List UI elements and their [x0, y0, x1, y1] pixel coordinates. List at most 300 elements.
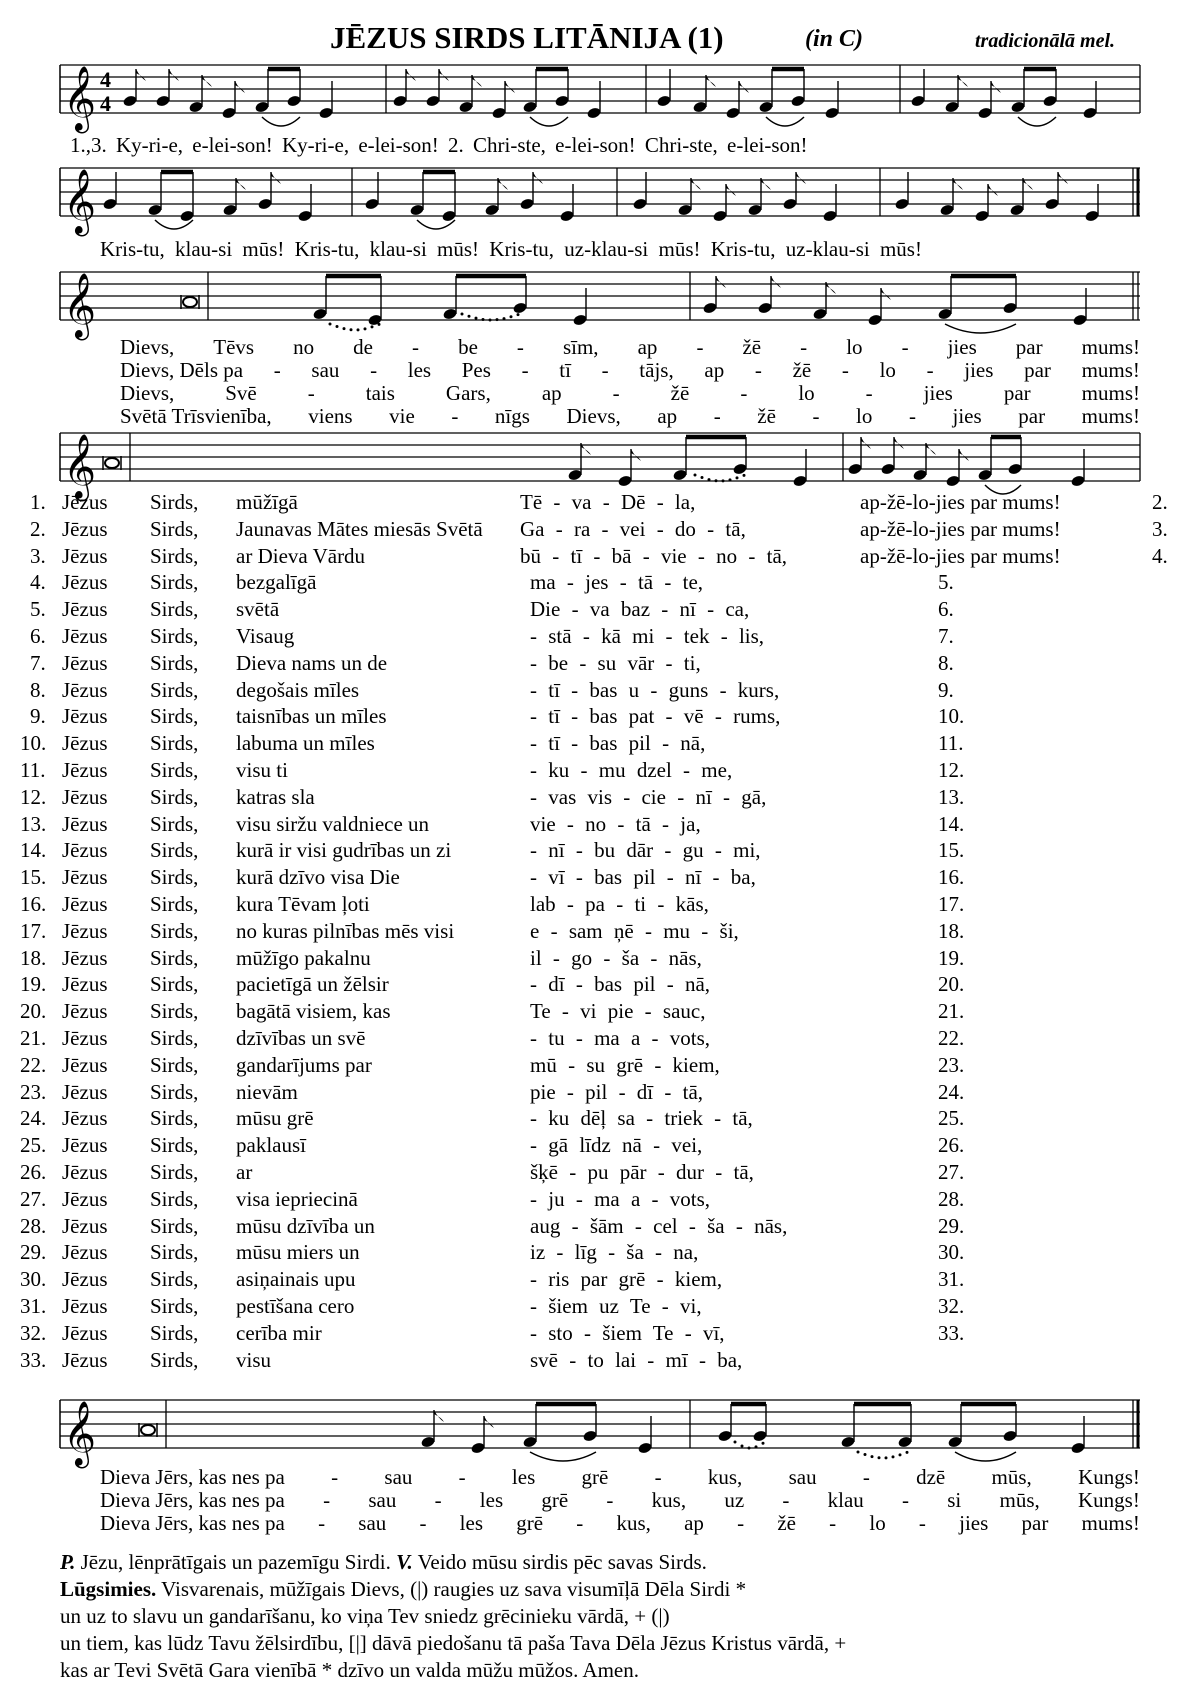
verse-syllable: - [576, 1511, 584, 1535]
row-invocation: gandarījums par [236, 1052, 372, 1077]
row-sirds: Sirds, [150, 543, 199, 568]
verse-syllable: grē [541, 1488, 569, 1512]
row-melisma: - vas vis - cie - nī - gā, [530, 784, 767, 809]
verse-syllable: mums! [1081, 1511, 1140, 1535]
verse-syllable: mūs, [999, 1488, 1040, 1512]
row-melisma: svē - to lai - mī - ba, [530, 1347, 743, 1372]
verse-syllable: - [800, 335, 808, 359]
row-invocation: kurā ir visi gudrības un zi [236, 838, 452, 863]
row-sirds: Sirds, [150, 865, 199, 890]
verse-syllable: - [307, 381, 315, 405]
row-invocation: pestīšana cero [236, 1294, 355, 1318]
row-invocation: ar Dieva Vārdu [236, 543, 366, 568]
row-next-number: 16. [938, 865, 965, 890]
row-next-number: 4. [1152, 543, 1168, 568]
verse-syllable: Svētā Trīsvienība, [120, 404, 272, 428]
row-number: 14. [20, 838, 47, 863]
verse-syllable: les [511, 1465, 536, 1489]
prayer-line-4: kas ar Tevi Svētā Gara vienībā * dzīvo un valda mūžu mūžos. Amen. [60, 1658, 639, 1682]
row-next-number: 32. [938, 1294, 965, 1318]
verse-syllable: - [521, 358, 529, 382]
row-melisma: - sto - šiem Te - vī, [530, 1320, 725, 1345]
row-invocation: labuma un mīles [236, 731, 375, 756]
row-next-number: 12. [938, 758, 965, 782]
verse-syllable: Kungs! [1078, 1488, 1140, 1512]
row-next-number: 9. [938, 677, 954, 702]
verse-syllable: - [862, 1465, 870, 1489]
verse-syllable: lo [869, 1511, 886, 1535]
svg-text:4: 4 [100, 91, 111, 116]
row-jezus: Jēzus [62, 865, 108, 890]
row-number: 31. [20, 1294, 47, 1318]
verse-line [100, 1511, 1140, 1536]
litany-row [0, 1080, 1200, 1106]
row-sirds: Sirds, [150, 1294, 199, 1318]
row-invocation: Dieva nams un de [236, 650, 388, 675]
verse-syllable: - [908, 404, 916, 428]
row-jezus: Jēzus [62, 1240, 108, 1265]
row-number: 19. [20, 972, 47, 997]
row-next-number: 14. [938, 811, 965, 836]
verse-syllable: - [612, 381, 620, 405]
row-next-number: 3. [1152, 516, 1168, 541]
litany-row [0, 1240, 1200, 1266]
row-next-number: 13. [938, 784, 965, 809]
row-jezus: Jēzus [62, 999, 108, 1024]
row-number: 29. [20, 1240, 47, 1265]
treble-clef-icon: 𝄞 [63, 1401, 97, 1466]
row-number: 15. [20, 865, 47, 890]
verse-syllable: par [1018, 404, 1046, 428]
row-number: 20. [20, 999, 47, 1024]
final-verses [0, 1465, 1200, 1545]
verse-syllable: - [434, 1488, 442, 1512]
row-sirds: Sirds, [150, 516, 199, 541]
litany-row [0, 1321, 1200, 1347]
staff-1-lyrics: 1.,3. Ky-ri-e, e-lei-son! Ky-ri-e, e-lei-son! 2. Chri-ste, e-lei-son! Chri-ste, e-lei-son! [70, 133, 808, 157]
verse-syllable: jies [952, 404, 982, 428]
row-invocation: kurā dzīvo visa Die [236, 865, 400, 890]
row-sirds: Sirds, [150, 624, 199, 648]
row-number: 12. [20, 784, 47, 809]
row-jezus: Jēzus [62, 811, 108, 836]
verse-syllable: de [353, 335, 373, 359]
row-number: 24. [20, 1106, 47, 1131]
row-invocation: taisnības un mīles [236, 704, 387, 729]
row-melisma: - šiem uz Te - vi, [530, 1294, 702, 1318]
verse-line [120, 381, 1140, 406]
verse-syllable: - [331, 1465, 339, 1489]
row-melisma: vie - no - tā - ja, [530, 811, 701, 836]
litany-row [0, 892, 1200, 918]
verse-syllable: žē [777, 1511, 796, 1535]
verse-syllable: Pes [461, 358, 491, 382]
verse-syllable: - [654, 1465, 662, 1489]
row-jezus: Jēzus [62, 597, 108, 622]
verse-syllable: - [713, 404, 721, 428]
row-next-number: 23. [938, 1052, 965, 1077]
row-melisma: pie - pil - dī - tā, [530, 1079, 704, 1104]
row-next-number: 18. [938, 918, 965, 943]
litany-row [0, 972, 1200, 998]
verse-syllable: - [841, 358, 849, 382]
prayer-text-1: Visvarenais, mūžīgais Dievs, (|) raugies uz sava visumīļā Dēla Sirdi * [161, 1577, 747, 1601]
row-sirds: Sirds, [150, 1052, 199, 1077]
footer-pv-line [60, 1550, 707, 1575]
verse-syllable: viens [308, 404, 353, 428]
verse-syllable: les [479, 1488, 504, 1512]
litany-row [0, 785, 1200, 811]
row-number: 33. [20, 1347, 47, 1372]
verse-syllable: les [407, 358, 432, 382]
treble-clef-icon: 𝄞 [63, 169, 97, 234]
row-number: 17. [20, 918, 47, 943]
verse-syllable: nīgs [494, 404, 530, 428]
row-melisma: Te - vi pie - sauc, [530, 999, 706, 1024]
litany-row [0, 1160, 1200, 1186]
row-melisma: - dī - bas pil - nā, [530, 972, 711, 997]
row-sirds: Sirds, [150, 918, 199, 943]
row-melisma: - tī - bas u - guns - kurs, [530, 677, 780, 702]
row-invocation: no kuras pilnības mēs visi [236, 918, 455, 943]
verse-syllable: tī [559, 358, 571, 382]
row-next-number: 2. [1152, 490, 1168, 514]
row-melisma: Ga - ra - vei - do - tā, [520, 516, 746, 541]
row-number: 8. [30, 677, 46, 702]
row-number: 13. [20, 811, 47, 836]
row-next-number: 27. [938, 1160, 965, 1184]
litany-row [0, 570, 1200, 596]
litany-row [0, 1106, 1200, 1132]
verse-syllable: - [273, 358, 281, 382]
verse-syllable: sau [384, 1465, 413, 1489]
litany-row [0, 946, 1200, 972]
p-text: Jēzu, lēnprātīgais un pazemīgu Sirdi. [80, 1550, 391, 1574]
row-sirds: Sirds, [150, 972, 199, 997]
row-jezus: Jēzus [62, 1026, 108, 1050]
row-number: 5. [30, 597, 46, 622]
row-melisma: - tī - bas pil - nā, [530, 731, 706, 756]
treble-clef-icon: 𝄞 [63, 66, 97, 131]
verse-syllable: Dieva Jērs, kas nes pa [100, 1465, 285, 1489]
row-sirds: Sirds, [150, 945, 199, 970]
verse-syllable: Dieva Jērs, kas nes pa [100, 1488, 285, 1512]
row-number: 26. [20, 1160, 47, 1184]
verse-syllable: - [419, 1511, 427, 1535]
row-sirds: Sirds, [150, 490, 199, 514]
verse-syllable: - [901, 335, 909, 359]
verse-syllable: kus, [616, 1511, 651, 1535]
verse-line [120, 335, 1140, 360]
verse-syllable: dzē [916, 1465, 946, 1489]
row-response: ap-žē-lo-jies par mums! [860, 490, 1061, 514]
prayer-line-1 [60, 1577, 746, 1602]
row-jezus: Jēzus [62, 784, 108, 809]
row-melisma: - nī - bu dār - gu - mi, [530, 838, 761, 863]
row-sirds: Sirds, [150, 892, 199, 916]
row-sirds: Sirds, [150, 1026, 199, 1050]
verse-syllable: jies [923, 381, 953, 405]
verse-syllable: jies [964, 358, 994, 382]
row-melisma: - ju - ma a - vots, [530, 1186, 711, 1211]
litany-row [0, 1133, 1200, 1159]
row-invocation: asiņainais upu [236, 1267, 356, 1292]
litany-row [0, 490, 1200, 516]
litany-row [0, 624, 1200, 650]
row-sirds: Sirds, [150, 1079, 199, 1104]
row-melisma: - tu - ma a - vots, [530, 1026, 711, 1050]
row-jezus: Jēzus [62, 972, 108, 997]
row-invocation: mūsu dzīvība un [236, 1213, 375, 1238]
row-invocation: mūžīgā [236, 490, 298, 514]
verse-syllable: ap [704, 358, 725, 382]
row-invocation: bezgalīgā [236, 570, 317, 595]
verse-syllable: si [947, 1488, 962, 1512]
litany-row [0, 731, 1200, 757]
litany-row [0, 812, 1200, 838]
row-next-number: 29. [938, 1213, 965, 1238]
verse-syllable: tais [365, 381, 395, 405]
row-invocation: visu [236, 1347, 272, 1372]
row-melisma: iz - līg - ša - na, [530, 1240, 699, 1265]
row-sirds: Sirds, [150, 1240, 199, 1265]
row-invocation: cerība mir [236, 1320, 322, 1345]
row-invocation: Jaunavas Mātes miesās Svētā [236, 516, 483, 541]
row-number: 21. [20, 1026, 47, 1050]
verse-syllable: ap [637, 335, 658, 359]
staff-2 [0, 158, 1200, 243]
verse-line [100, 1465, 1140, 1490]
verse-syllable: žē [757, 404, 776, 428]
row-invocation: nievām [236, 1079, 298, 1104]
verse-syllable: par [1015, 335, 1043, 359]
litany-row [0, 651, 1200, 677]
verse-syllable: vie [389, 404, 415, 428]
verse-syllable: - [601, 358, 609, 382]
row-invocation: kura Tēvam ļoti [236, 892, 370, 916]
row-next-number: 24. [938, 1079, 965, 1104]
verse-syllable: Dievs, Dēls pa [120, 358, 244, 382]
row-sirds: Sirds, [150, 1213, 199, 1238]
litany-row [0, 704, 1200, 730]
row-invocation: katras sla [236, 784, 315, 809]
row-sirds: Sirds, [150, 650, 199, 675]
verse-syllable: Dievs, [120, 335, 175, 359]
litany-row [0, 544, 1200, 570]
row-jezus: Jēzus [62, 758, 108, 782]
verse-syllable: par [1024, 358, 1051, 382]
row-invocation: ar [236, 1160, 253, 1184]
row-next-number: 8. [938, 650, 954, 675]
verse-syllable: mums! [1081, 335, 1140, 359]
verse-syllable: - [754, 358, 762, 382]
verse-syllable: sau [368, 1488, 397, 1512]
row-sirds: Sirds, [150, 838, 199, 863]
row-jezus: Jēzus [62, 1186, 108, 1211]
staff-2-lyrics: Kris-tu, klau-si mūs! Kris-tu, klau-si mūs! Kris-tu, uz-klau-si mūs! Kris-tu, uz-klau-si mūs! [100, 237, 922, 261]
verse-syllable: - [323, 1488, 331, 1512]
litany-row [0, 838, 1200, 864]
verse-syllable: - [458, 1465, 466, 1489]
row-number: 6. [30, 624, 46, 648]
row-jezus: Jēzus [62, 1213, 108, 1238]
row-jezus: Jēzus [62, 516, 108, 541]
row-number: 4. [30, 570, 46, 595]
verse-syllable: be [458, 335, 478, 359]
verse-syllable: Svē [225, 381, 257, 405]
row-sirds: Sirds, [150, 999, 199, 1024]
litany-row [0, 865, 1200, 891]
verse-syllable: - [516, 335, 524, 359]
row-jezus: Jēzus [62, 1160, 108, 1184]
verse-syllable: grē [516, 1511, 544, 1535]
verse-syllable: - [865, 381, 873, 405]
verse-syllable: sau [788, 1465, 817, 1489]
row-sirds: Sirds, [150, 704, 199, 729]
row-next-number: 31. [938, 1267, 965, 1292]
litany-row [0, 1267, 1200, 1293]
row-invocation: bagātā visiem, kas [236, 999, 391, 1024]
row-jezus: Jēzus [62, 918, 108, 943]
verse-syllable: - [926, 358, 934, 382]
verse-syllable: sau [358, 1511, 387, 1535]
p-label: P. [60, 1550, 76, 1574]
litany-row [0, 758, 1200, 784]
row-sirds: Sirds, [150, 1320, 199, 1345]
v-label: V. [396, 1550, 413, 1574]
row-melisma: - ku dēļ sa - triek - tā, [530, 1106, 753, 1131]
verse-syllable: tājs, [639, 358, 674, 382]
verse-syllable: Gars, [445, 381, 491, 405]
row-invocation: paklausī [236, 1133, 306, 1158]
verse-syllable: - [829, 1511, 837, 1535]
verse-syllable: žē [670, 381, 690, 405]
row-melisma: - be - su vār - ti, [530, 650, 701, 675]
row-melisma: - tī - bas pat - vē - rums, [530, 704, 781, 729]
row-number: 30. [20, 1267, 47, 1292]
row-number: 2. [30, 516, 46, 541]
verse-syllable: lo [879, 358, 896, 382]
row-next-number: 7. [938, 624, 954, 648]
row-jezus: Jēzus [62, 1106, 108, 1131]
row-sirds: Sirds, [150, 811, 199, 836]
key-label: (in C) [805, 26, 864, 52]
row-next-number: 25. [938, 1106, 965, 1131]
row-invocation: degošais mīles [236, 677, 360, 702]
row-jezus: Jēzus [62, 624, 108, 648]
row-next-number: 10. [938, 704, 965, 729]
verse-syllable: - [370, 358, 378, 382]
row-jezus: Jēzus [62, 677, 108, 702]
row-melisma: Tē - va - Dē - la, [520, 490, 696, 514]
verse-syllable: - [812, 404, 820, 428]
row-number: 10. [20, 731, 47, 756]
breve-note [181, 295, 199, 309]
row-number: 3. [30, 543, 46, 568]
row-invocation: mūsu miers un [236, 1240, 360, 1265]
row-number: 18. [20, 945, 47, 970]
verse-syllable: - [737, 1511, 745, 1535]
row-melisma: lab - pa - ti - kās, [530, 892, 709, 916]
row-number: 11. [20, 758, 46, 782]
row-sirds: Sirds, [150, 1186, 199, 1211]
verse-syllable: - [782, 1488, 790, 1512]
litany-row [0, 1348, 1200, 1374]
litany-row [0, 1294, 1200, 1320]
verse-syllable: kus, [651, 1488, 687, 1512]
verse-syllable: Dievs, [566, 404, 621, 428]
verse-syllable: lo [798, 381, 815, 405]
row-melisma: - ris par grē - kiem, [530, 1267, 723, 1292]
verse-syllable: Tēvs [213, 335, 255, 359]
verse-syllable: les [459, 1511, 483, 1535]
row-melisma: - vī - bas pil - nī - ba, [530, 865, 756, 890]
row-jezus: Jēzus [62, 1347, 108, 1372]
row-jezus: Jēzus [62, 1294, 108, 1318]
row-melisma: e - sam ņē - mu - ši, [530, 918, 739, 943]
litany-row [0, 1053, 1200, 1079]
verse-syllable: jies [947, 335, 977, 359]
staff-1 [0, 55, 1200, 140]
verse-syllable: ap [657, 404, 678, 428]
row-jezus: Jēzus [62, 892, 108, 916]
row-jezus: Jēzus [62, 490, 108, 514]
row-next-number: 5. [938, 570, 954, 595]
row-jezus: Jēzus [62, 731, 108, 756]
verse-syllable: kus, [707, 1465, 743, 1489]
row-next-number: 6. [938, 597, 954, 622]
verse-line [120, 358, 1140, 383]
treble-clef-icon: 𝄞 [63, 273, 97, 338]
row-jezus: Jēzus [62, 650, 108, 675]
row-melisma: ma - jes - tā - te, [530, 570, 704, 595]
prayer-label: Lūgsimies. [60, 1577, 157, 1601]
row-response: ap-žē-lo-jies par mums! [860, 516, 1061, 541]
row-jezus: Jēzus [62, 570, 108, 595]
row-number: 27. [20, 1186, 47, 1211]
row-number: 23. [20, 1079, 47, 1104]
breve-note [103, 456, 121, 470]
verse-syllable: klau [827, 1488, 864, 1512]
row-jezus: Jēzus [62, 543, 108, 568]
verse-syllable: - [606, 1488, 614, 1512]
row-jezus: Jēzus [62, 1267, 108, 1292]
verse-syllable: ap [541, 381, 562, 405]
verse-syllable: - [902, 1488, 910, 1512]
litany-row [0, 1187, 1200, 1213]
verse-syllable: par [1021, 1511, 1049, 1535]
verse-syllable: - [318, 1511, 326, 1535]
verse-syllable: mums! [1081, 358, 1140, 382]
row-melisma: bū - tī - bā - vie - no - tā, [520, 543, 788, 568]
row-number: 22. [20, 1052, 47, 1077]
v-text: Veido mūsu sirdis pēc savas Sirds. [417, 1550, 707, 1574]
row-number: 7. [30, 650, 46, 675]
row-next-number: 15. [938, 838, 965, 863]
row-sirds: Sirds, [150, 731, 199, 756]
prayer-line-3: un tiem, kas lūdz Tavu žēlsirdību, [|] dāvā piedošanu tā paša Tava Dēla Jēzus Kristus vārdā, + [60, 1631, 847, 1655]
row-next-number: 11. [938, 731, 964, 756]
row-sirds: Sirds, [150, 784, 199, 809]
row-next-number: 33. [938, 1320, 965, 1345]
litany-table [0, 490, 1200, 1380]
litany-row [0, 919, 1200, 945]
verse-syllable: mūs, [991, 1465, 1032, 1489]
row-sirds: Sirds, [150, 1160, 199, 1184]
row-jezus: Jēzus [62, 945, 108, 970]
row-melisma: šķē - pu pār - dur - tā, [530, 1160, 754, 1184]
row-next-number: 17. [938, 892, 965, 916]
